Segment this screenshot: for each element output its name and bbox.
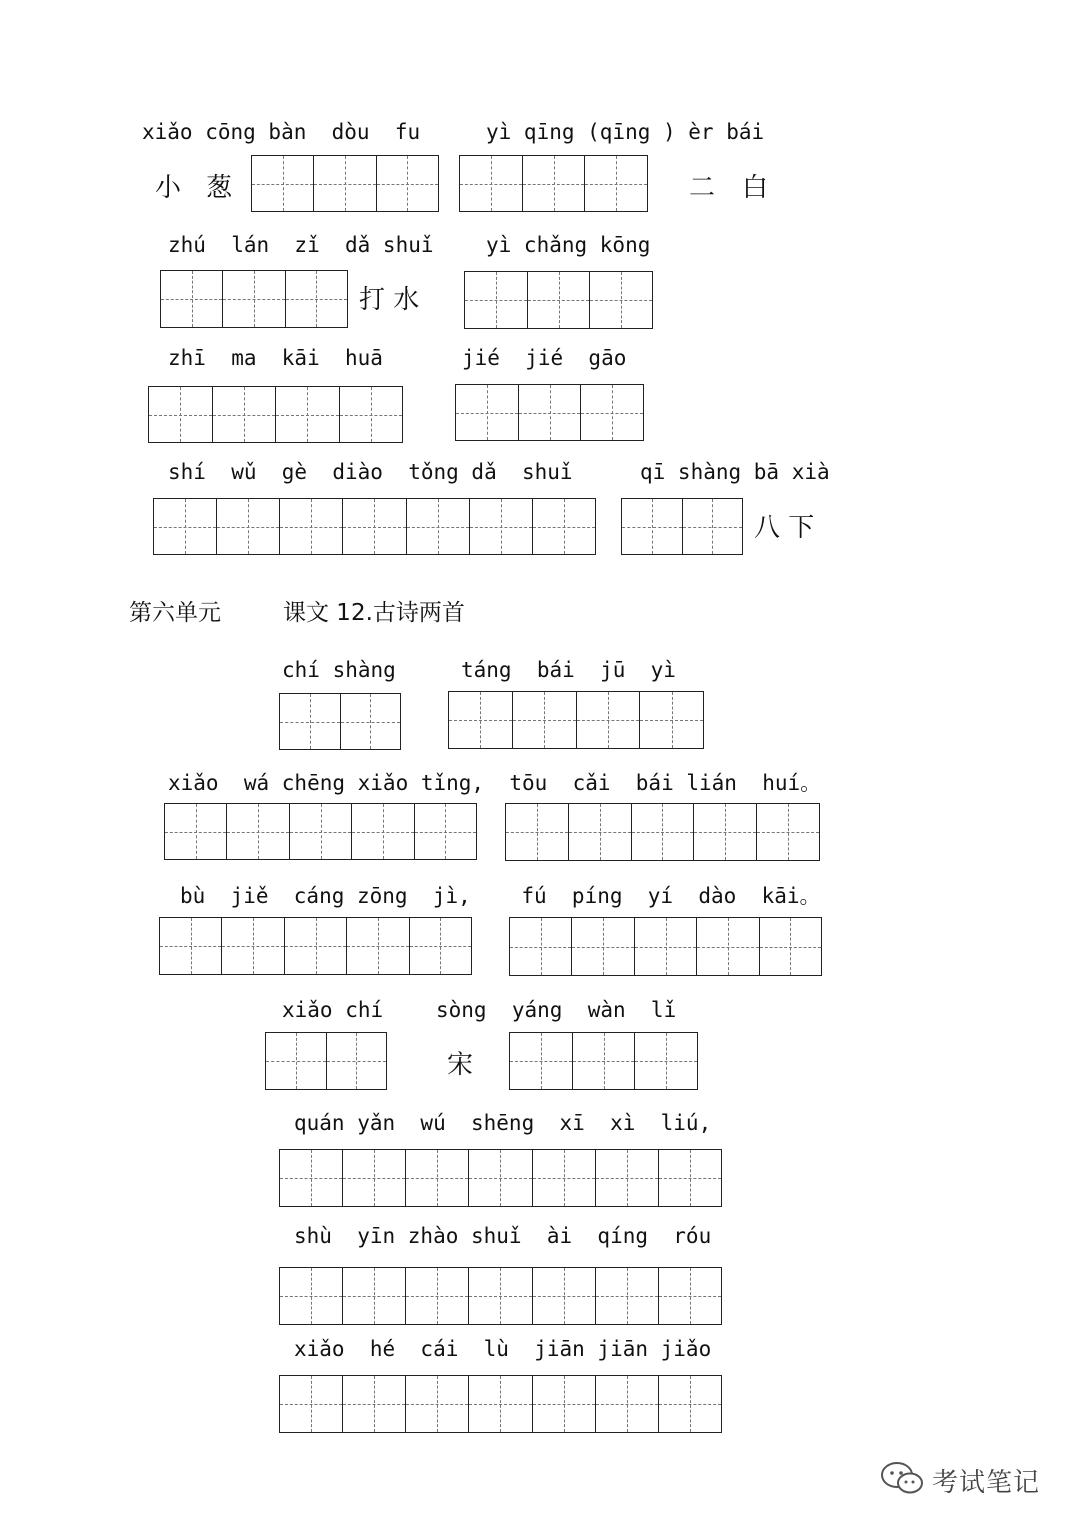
pinyin-line: yì qīng (qīng ) èr bái xyxy=(486,120,765,144)
grid-cell[interactable] xyxy=(342,1268,405,1324)
grid-cell[interactable] xyxy=(252,156,313,211)
writing-grid[interactable] xyxy=(509,1032,698,1090)
grid-cell[interactable] xyxy=(527,272,590,328)
grid-cell[interactable] xyxy=(634,918,696,975)
pinyin-line: zhī ma kāi huā xyxy=(168,346,383,370)
pinyin-line: jié jié gāo xyxy=(462,346,627,370)
grid-cell[interactable] xyxy=(280,1268,342,1324)
grid-cell[interactable] xyxy=(506,804,568,860)
pinyin-line: xiǎo chí xyxy=(282,998,384,1022)
writing-grid[interactable] xyxy=(279,693,401,750)
writing-grid[interactable] xyxy=(621,498,743,555)
grid-cell[interactable] xyxy=(568,804,631,860)
grid-cell[interactable] xyxy=(313,156,375,211)
grid-cell[interactable] xyxy=(406,499,469,554)
grid-cell[interactable] xyxy=(759,918,821,975)
grid-cell[interactable] xyxy=(456,385,518,440)
pinyin-line: qī shàng bā xià xyxy=(640,460,830,484)
grid-cell[interactable] xyxy=(634,1033,697,1089)
grid-cell[interactable] xyxy=(161,271,222,327)
grid-cell[interactable] xyxy=(595,1376,658,1432)
writing-grid[interactable] xyxy=(279,1375,722,1433)
grid-cell[interactable] xyxy=(266,1033,326,1089)
grid-cell[interactable] xyxy=(226,804,288,859)
grid-cell[interactable] xyxy=(414,804,476,859)
grid-cell[interactable] xyxy=(289,804,351,859)
pinyin-line: zhú lán zǐ dǎ shuǐ xyxy=(168,233,434,257)
grid-cell[interactable] xyxy=(216,499,279,554)
grid-cell[interactable] xyxy=(576,692,640,748)
grid-cell[interactable] xyxy=(149,387,212,442)
hanzi-char: 宋 xyxy=(447,1050,474,1080)
writing-grid[interactable] xyxy=(153,498,596,555)
pinyin-line: táng bái jū yì xyxy=(461,658,676,682)
pinyin-line: bù jiě cáng zōng jì, fú píng yí dào kāi。 xyxy=(180,884,821,908)
grid-cell[interactable] xyxy=(339,387,403,442)
grid-cell[interactable] xyxy=(405,1150,468,1206)
grid-cell[interactable] xyxy=(468,1376,531,1432)
watermark xyxy=(880,1460,1040,1500)
grid-cell[interactable] xyxy=(580,385,643,440)
grid-cell[interactable] xyxy=(280,1150,342,1206)
writing-grid[interactable] xyxy=(455,384,644,441)
hanzi-chars: 八 下 xyxy=(754,513,815,543)
grid-cell[interactable] xyxy=(342,499,405,554)
grid-cell[interactable] xyxy=(280,1376,342,1432)
grid-cell[interactable] xyxy=(346,918,408,974)
grid-cell[interactable] xyxy=(342,1376,405,1432)
writing-grid[interactable] xyxy=(464,271,653,329)
grid-cell[interactable] xyxy=(326,1033,387,1089)
grid-cell[interactable] xyxy=(595,1268,658,1324)
grid-cell[interactable] xyxy=(351,804,413,859)
grid-cell[interactable] xyxy=(465,272,527,328)
pinyin-line: xiǎo hé cái lù jiān jiān jiǎo xyxy=(294,1337,712,1361)
hanzi-chars: 打 水 xyxy=(359,285,420,315)
writing-grid[interactable] xyxy=(505,803,820,861)
grid-cell[interactable] xyxy=(285,271,347,327)
writing-grid[interactable] xyxy=(164,803,477,860)
writing-grid[interactable] xyxy=(279,1267,722,1325)
grid-cell[interactable] xyxy=(512,692,576,748)
writing-grid[interactable] xyxy=(509,917,822,976)
grid-cell[interactable] xyxy=(756,804,819,860)
grid-cell[interactable] xyxy=(571,918,633,975)
wechat-icon xyxy=(880,1460,924,1500)
writing-grid[interactable] xyxy=(279,1149,722,1207)
grid-cell[interactable] xyxy=(658,1150,721,1206)
lesson-title: 课文 12.古诗两首 xyxy=(283,600,465,626)
grid-cell[interactable] xyxy=(658,1376,721,1432)
grid-cell[interactable] xyxy=(468,1268,531,1324)
grid-cell[interactable] xyxy=(405,1376,468,1432)
watermark-text: 考试笔记 xyxy=(932,1467,1041,1498)
writing-grid[interactable] xyxy=(159,917,472,975)
grid-cell[interactable] xyxy=(658,1268,721,1324)
grid-cell[interactable] xyxy=(532,499,595,554)
grid-cell[interactable] xyxy=(221,918,283,974)
grid-cell[interactable] xyxy=(280,694,340,749)
grid-cell[interactable] xyxy=(510,918,571,975)
grid-cell[interactable] xyxy=(682,499,743,554)
grid-cell[interactable] xyxy=(154,499,216,554)
pinyin-line: xiǎo wá chēng xiǎo tǐng, tōu cǎi bái lián huí。 xyxy=(168,771,822,795)
grid-cell[interactable] xyxy=(522,156,585,211)
unit-title: 第六单元 xyxy=(129,600,221,626)
hanzi-char: 葱 xyxy=(206,173,233,203)
grid-cell[interactable] xyxy=(160,918,221,974)
grid-cell[interactable] xyxy=(222,271,284,327)
pinyin-line: sòng yáng wàn lǐ xyxy=(436,998,677,1022)
grid-cell[interactable] xyxy=(469,499,532,554)
grid-cell[interactable] xyxy=(518,385,581,440)
writing-grid[interactable] xyxy=(448,691,704,749)
grid-cell[interactable] xyxy=(405,1268,468,1324)
writing-grid[interactable] xyxy=(160,270,348,328)
pinyin-line: quán yǎn wú shēng xī xì liú, xyxy=(294,1111,712,1135)
pinyin-line: xiǎo cōng bàn dòu fu xyxy=(142,120,421,144)
pinyin-line: shù yīn zhào shuǐ ài qíng róu xyxy=(294,1224,712,1248)
grid-cell[interactable] xyxy=(284,918,346,974)
pinyin-line: chí shàng xyxy=(282,658,396,682)
grid-cell[interactable] xyxy=(589,272,652,328)
writing-grid[interactable] xyxy=(265,1032,387,1090)
grid-cell[interactable] xyxy=(696,918,758,975)
writing-grid[interactable] xyxy=(251,155,439,212)
hanzi-char: 白 xyxy=(742,173,769,203)
grid-cell[interactable] xyxy=(532,1150,595,1206)
grid-cell[interactable] xyxy=(693,804,756,860)
grid-cell[interactable] xyxy=(532,1376,595,1432)
grid-cell[interactable] xyxy=(342,1150,405,1206)
hanzi-char: 小 xyxy=(155,173,182,203)
grid-cell[interactable] xyxy=(584,156,647,211)
writing-grid[interactable] xyxy=(148,386,403,443)
grid-cell[interactable] xyxy=(510,1033,572,1089)
pinyin-line: shí wǔ gè diào tǒng dǎ shuǐ xyxy=(168,460,573,484)
grid-cell[interactable] xyxy=(639,692,703,748)
grid-cell[interactable] xyxy=(532,1268,595,1324)
grid-cell[interactable] xyxy=(340,694,401,749)
grid-cell[interactable] xyxy=(279,499,342,554)
grid-cell[interactable] xyxy=(165,804,226,859)
pinyin-line: yì chǎng kōng xyxy=(486,233,651,257)
grid-cell[interactable] xyxy=(275,387,339,442)
grid-cell[interactable] xyxy=(572,1033,635,1089)
grid-cell[interactable] xyxy=(595,1150,658,1206)
grid-cell[interactable] xyxy=(468,1150,531,1206)
writing-grid[interactable] xyxy=(459,155,648,212)
grid-cell[interactable] xyxy=(409,918,471,974)
grid-cell[interactable] xyxy=(622,499,682,554)
grid-cell[interactable] xyxy=(449,692,512,748)
grid-cell[interactable] xyxy=(460,156,522,211)
grid-cell[interactable] xyxy=(212,387,276,442)
hanzi-char: 二 xyxy=(689,173,716,203)
grid-cell[interactable] xyxy=(631,804,694,860)
grid-cell[interactable] xyxy=(376,156,438,211)
